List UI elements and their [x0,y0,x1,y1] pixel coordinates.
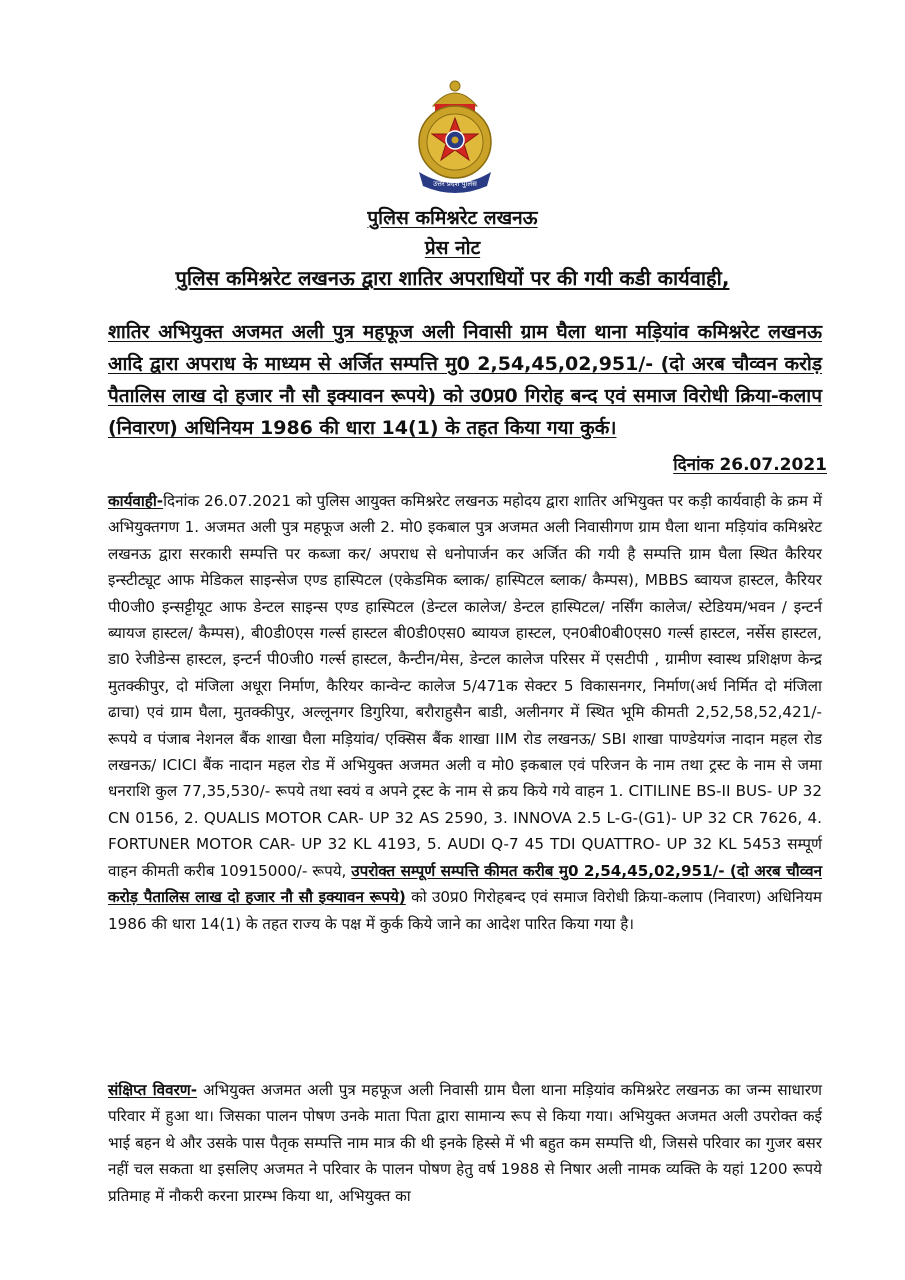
up-police-emblem-icon [405,76,505,196]
action-paragraph [108,488,822,937]
date-line: दिनांक 26.07.2021 [673,455,827,475]
action-highlight: उपरोक्त सम्पूर्ण सम्पत्ति कीमत करीब मु0 2,54,45,02,951/- (दो अरब चौव्वन करोड़ पैतालिस लाख दो हजार नौ सौ इक्यावन रूपये) [108,861,822,907]
press-note-heading: प्रेस नोट [424,237,481,259]
action-text-before: दिनांक 26.07.2021 को पुलिस आयुक्त कमिश्नरेट लखनऊ महोदय द्वारा शातिर अभियुक्त पर कड़ी कार्यवाही के क्रम में अभियुक्तगण 1. अजमत अली पुत्र महफूज अली 2. मो0 इकबाल पुत्र अजमत अली निवासीगण ग्राम घैला थाना मड़ियांव कमिश्नरेट लखनऊ द्वारा सरकारी सम्पत्ति पर कब्जा कर/ अपराध से धनोपार्जन कर अर्जित की गयी है सम्पत्ति ग्राम घैला स्थित कैरियर इन्स्टीट्यूट आफ मेडिकल साइन्सेज एण्ड हास्पिटल (एकेडमिक ब्लाक/ हास्पिटल ब्लाक/ कैम्पस), MBBS ब्वायज हास्टल, कैरियर पी0जी0 इन्सट्टीयूट आफ डेन्टल साइन्स एण्ड हास्पिटल (डेन्टल कालेज/ डेन्टल हास्पिटल/ नर्सिंग कालेज/ स्टेडियम/भवन / इन्टर्न ब्यायज हास्टल/ कैम्पस), बी0डी0एस गर्ल्स हास्टल बी0डी0एस0 ब्यायज हास्टल, एन0बी0बी0एस0 गर्ल्स हास्टल, नर्सेस हास्टल, डा0 रेजीडेन्स हास्टल, इन्टर्न पी0जी0 गर्ल्स हास्टल, कैन्टीन/मेस, डेन्टल कालेज परिसर में एसटीपी , ग्रामीण स्वास्थ प्रशिक्षण केन्द्र मुतक्कीपुर, दो मंजिला अधूरा निर्माण, कैरियर कान्वेन्ट कालेज 5/471क सेक्टर 5 विकासनगर, निर्माण(अर्ध निर्मित दो मंजिला ढाचा) एवं ग्राम घैला, मुतक्कीपुर, अल्लूनगर डिगुरिया, बरौराहुसैन बाडी, अलीनगर में स्थित भूमि कीमती 2,52,58,52,421/- रूपये व पंजाब नेशनल बैंक शाखा घैला मड़ियांव/ एक्सिस बैंक शाखा IIM रोड लखनऊ/ SBI शाखा पाण्डेयगंज नादान महल रोड लखनऊ/ ICICI बैंक नादान महल रोड में अभियुक्त अजमत अली व मो0 इकबाल एवं परिजन के नाम तथा ट्रस्ट के नाम से जमा धनराशि कुल 77,35,530/- रूपये तथा स्वयं व अपने ट्रस्ट के नाम से क्रय किये गये वाहन 1. CITILINE BS-II BUS- UP 32 CN 0156, 2. QUALIS MOTOR CAR- UP 32 AS 2590, 3. INNOVA 2.5 L-G-(G1)- UP 32 CR 7626, 4. FORTUNER MOTOR CAR- UP 32 KL 4193, 5. AUDI Q-7 45 TDI QUATTRO- UP 32 KL 5453 सम्पूर्ण वाहन कीमती करीब 10915000/- रूपये, [108,492,822,880]
subject-text: शातिर अभियुक्त अजमत अली पुत्र महफूज अली निवासी ग्राम घैला थाना मड़ियांव कमिश्नरेट लखनऊ आदि द्वारा अपराध के माध्यम से अर्जित सम्पत्ति मु0 2,54,45,02,951/- (दो अरब चौव्वन करोड़ पैतालिस लाख दो हजार नौ सौ इक्यावन रूपये) को उ0प्र0 गिरोह बन्द एवं समाज विरोधी क्रिया-कलाप (निवारण) अधिनियम 1986 की धारा 14(1) के तहत किया गया कुर्क। [108,321,822,439]
summary-lead: संक्षिप्त विवरण- [108,1081,198,1099]
main-title: पुलिस कमिश्नरेट लखनऊ द्वारा शातिर अपराधियों पर की गयी कडी कार्यवाही, [175,266,730,290]
emblem-ribbon-text: उत्तर प्रदेश पुलिस [433,180,477,188]
action-text-after: को उ0प्र0 गिरोहबन्द एवं समाज विरोधी क्रिया-कलाप (निवारण) अधिनियम 1986 की धारा 14(1) के तहत राज्य के पक्ष में कुर्क किये जाने का आदेश पारित किया गया है। [108,888,822,933]
summary-text: अभियुक्त अजमत अली पुत्र महफूज अली निवासी ग्राम घैला थाना मड़ियांव कमिश्नरेट लखनऊ का जन्म साधारण परिवार में हुआ था। जिसका पालन पोषण उनके माता पिता द्वारा सामान्य रूप से किया गया। अभियुक्त अजमत अली उपरोक्त कई भाई बहन थे और उसके पास पैतृक सम्पत्ति नाम मात्र की थी इनके हिस्से में भी बहुत कम सम्पत्ति थी, जिससे परिवार का गुजर बसर नहीं चल सकता था इसलिए अजमत ने परिवार के पालन पोषण हेतु वर्ष 1988 से निषार अली नामक व्यक्ति के यहां 1200 रूपये प्रतिमाह में नौकरी करना प्रारम्भ किया था, अभियुक्त का [108,1081,822,1205]
summary-paragraph [108,1077,822,1209]
action-lead: कार्यवाही- [108,492,164,510]
office-heading: पुलिस कमिश्नरेट लखनऊ [367,207,538,229]
